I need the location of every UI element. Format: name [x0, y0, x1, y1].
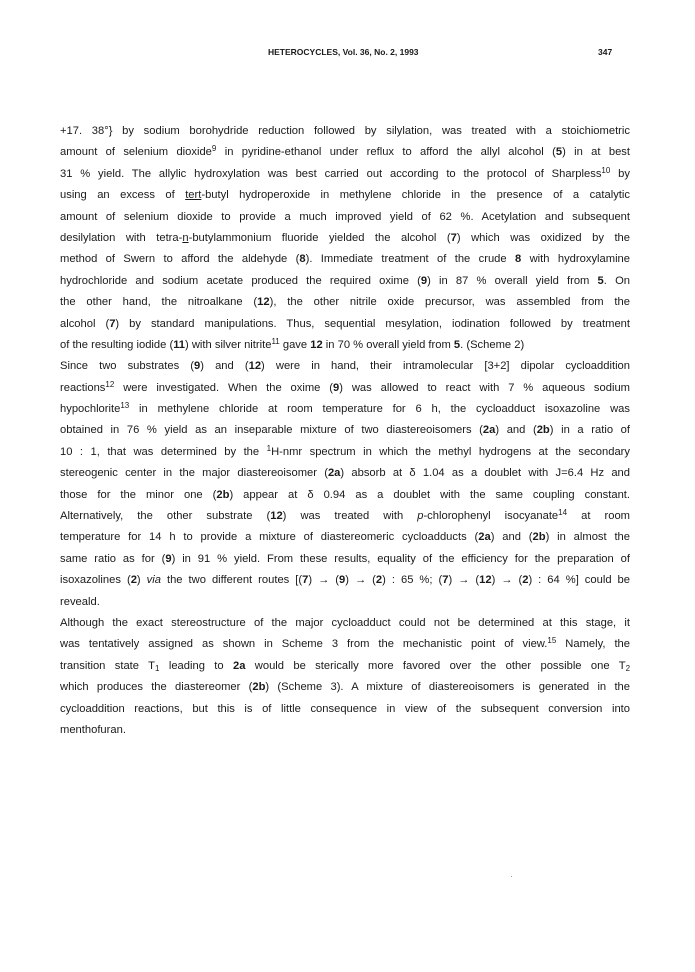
text-run: ) → ( [448, 574, 480, 587]
text-run: ) was allowed to react with 7 % aqueous sodium [339, 381, 630, 394]
reference-superscript: 14 [558, 508, 568, 518]
subscript: 2 [625, 663, 631, 673]
compound-number: 8 [299, 253, 306, 266]
text-line [60, 399, 630, 420]
text-run: by [610, 167, 630, 180]
text-line [60, 292, 630, 313]
reference-superscript: 13 [120, 401, 130, 411]
text-run: 31 % yield. The allylic hydroxylation was best carried out according to the protocol of Sharpless [60, 167, 602, 180]
compound-number: 2b [532, 531, 546, 544]
text-run: obtained in 76 % yield as an inseparable mixture of two diastereoisomers ( [60, 424, 483, 437]
text-line [60, 142, 630, 163]
compound-number: 12 [257, 296, 270, 309]
text-run: those for the minor one ( [60, 488, 217, 501]
text-run: +17. 38°} by sodium borohydride reduction followed by silylation, was treated with a stoichiometric [60, 125, 630, 137]
reference-superscript: 9 [211, 144, 217, 154]
text-run: H-nmr spectrum in which the methyl hydrogens at the secondary [271, 445, 630, 458]
isotope-superscript: 1 [266, 443, 272, 453]
text-line [60, 249, 630, 270]
text-line [60, 121, 630, 142]
text-line [60, 527, 630, 548]
text-run: Namely, the [556, 638, 630, 651]
compound-number: 7 [302, 574, 309, 587]
text-run: reveald. [60, 595, 100, 608]
compound-number: 12 [479, 574, 492, 587]
paragraph-1 [60, 121, 630, 356]
compound-number: 9 [165, 552, 172, 565]
compound-number: 2a [232, 659, 246, 672]
subscript: 1 [155, 663, 160, 673]
text-run: using an excess of [60, 189, 186, 202]
text-run: . (Scheme 2) [460, 338, 525, 351]
compound-number: 11 [173, 338, 186, 351]
text-run: ) and ( [490, 531, 533, 544]
text-line [60, 720, 630, 741]
text-run: temperature for 14 h to provide a mixture of diastereomeric cycloadducts ( [60, 531, 479, 544]
text-run: alcohol ( [60, 317, 110, 330]
text-line [60, 314, 630, 335]
paragraph-2 [60, 356, 630, 613]
text-run: ) → ( [491, 574, 523, 587]
text-run: the two different routes [( [160, 574, 303, 587]
text-run: ) and ( [495, 424, 537, 437]
text-run: . On [603, 274, 630, 287]
text-run: of the resulting iodide ( [60, 338, 174, 351]
text-line [60, 656, 630, 677]
compound-number: 2b [536, 424, 550, 437]
text-run: ) were in hand, their intramolecular [3+2] dipolar cycloaddition [261, 360, 630, 373]
text-run: ) and ( [200, 360, 249, 373]
compound-number: 12 [248, 360, 262, 373]
text-run: ) : 65 %; ( [382, 574, 443, 587]
compound-number: 2a [327, 467, 341, 480]
text-run: same ratio as for ( [60, 552, 166, 565]
text-run: Although the exact stereostructure of the major cycloadduct could not be determined at this stage, it [60, 616, 630, 629]
text-run: gave [279, 338, 311, 351]
text-run: ) → ( [308, 574, 339, 587]
text-run: ) was treated with [282, 510, 418, 523]
italic-prefix: p [417, 510, 424, 523]
text-run: hypochlorite [60, 403, 121, 416]
text-run: at room [567, 510, 630, 523]
journal-citation: HETEROCYCLES, Vol. 36, No. 2, 1993 [268, 47, 419, 57]
reference-superscript: 15 [547, 636, 557, 646]
text-line [60, 420, 630, 441]
italic-word: via [146, 574, 161, 587]
text-run: ) : 64 %] could be [528, 574, 631, 587]
text-run: ) which was oxidized by the [456, 231, 630, 244]
text-run: cycloaddition reactions, but this is of little consequence in view of the subsequent conversion into [60, 702, 630, 715]
text-run: in pyridine-ethanol under reflux to afford the allyl alcohol ( [216, 146, 556, 159]
text-line [60, 335, 630, 356]
text-run: transition state T [60, 659, 156, 672]
compound-number: 9 [194, 360, 201, 373]
underlined-prefix: tert [185, 189, 202, 202]
compound-number: 5 [597, 274, 604, 287]
text-line [60, 442, 630, 463]
text-run: stereogenic center in the major diastereoisomer ( [60, 467, 328, 480]
text-run: reactions [60, 381, 106, 394]
underlined-prefix: n [182, 231, 189, 244]
compound-number: 8 [515, 253, 522, 266]
text-line [60, 699, 630, 720]
compound-number: 9 [420, 274, 428, 287]
text-run: with hydroxylamine [521, 253, 630, 266]
text-run: amount of selenium dioxide to provide a much improved yield of 62 %. Acetylation and subsequent [60, 210, 630, 223]
text-run: hydrochloride and sodium acetate produced the required oxime ( [60, 274, 421, 287]
compound-number: 7 [442, 574, 449, 587]
text-run: leading to [159, 659, 233, 672]
text-run: ) in almost the [545, 531, 631, 544]
compound-number: 2a [482, 424, 496, 437]
text-run: ) → ( [345, 574, 376, 587]
text-line [60, 570, 630, 591]
compound-number: 5 [555, 146, 563, 159]
text-run: ). Immediate treatment of the crude [305, 253, 515, 266]
running-header [0, 47, 695, 61]
text-line [60, 613, 630, 634]
compound-number: 2 [375, 574, 383, 587]
compound-number: 2 [522, 574, 529, 587]
compound-number: 9 [339, 574, 346, 587]
paragraph-3 [60, 613, 630, 741]
scan-speck [511, 876, 512, 877]
text-run: ) in 87 % overall yield from [427, 274, 598, 287]
compound-number: 2b [216, 488, 230, 501]
text-line [60, 185, 630, 206]
text-run: amount of selenium dioxide [60, 146, 212, 159]
text-run: ) appear at δ 0.94 as a doublet with the same coupling constant. [229, 488, 631, 501]
text-run: were investigated. When the oxime ( [114, 381, 334, 394]
text-run: ) in a ratio of [549, 424, 630, 437]
text-run: ) absorb at δ 1.04 as a doublet with J=6.4 Hz and [340, 467, 631, 480]
text-line [60, 463, 630, 484]
reference-superscript: 10 [601, 165, 611, 175]
text-run: 10 : 1, that was determined by the [60, 445, 267, 458]
compound-number: 7 [109, 317, 116, 330]
text-line [60, 378, 630, 399]
text-run: ) in 91 % yield. From these results, equality of the efficiency for the preparation of [171, 552, 630, 565]
text-run: ) (Scheme 3). A mixture of diastereoisomers is generated in the [265, 681, 630, 694]
text-run: isoxazolines ( [60, 574, 131, 587]
text-line [60, 207, 630, 228]
text-run: menthofuran. [60, 723, 126, 736]
text-run: the other hand, the nitroalkane ( [60, 296, 258, 309]
text-line [60, 228, 630, 249]
text-run: Since two substrates ( [60, 360, 195, 373]
compound-number: 2a [478, 531, 491, 544]
text-line [60, 506, 630, 527]
text-run: -butylammonium fluoride yielded the alcohol ( [188, 231, 451, 244]
reference-superscript: 12 [105, 379, 115, 389]
text-run: ) by standard manipulations. Thus, sequential mesylation, iodination followed by treatment [115, 317, 630, 330]
text-run: ) in at best [562, 146, 631, 159]
text-line [60, 164, 630, 185]
text-run: desilylation with tetra- [60, 231, 183, 244]
compound-number: 12 [310, 338, 323, 351]
text-run: ) [136, 574, 147, 587]
text-run: was tentatively assigned as shown in Scheme 3 from the mechanistic point of view. [60, 638, 548, 651]
reference-superscript: 11 [271, 336, 280, 346]
text-line [60, 634, 630, 655]
text-line [60, 677, 630, 698]
text-run: Alternatively, the other substrate ( [60, 510, 271, 523]
page-number: 347 [598, 47, 613, 57]
text-run: -butyl hydroperoxide in methylene chloride in the presence of a catalytic [201, 189, 630, 202]
text-line [60, 356, 630, 377]
text-run: which produces the diastereomer ( [60, 681, 253, 694]
text-run: ), the other nitrile oxide precursor, was assembled from the [269, 296, 630, 309]
text-line [60, 592, 630, 613]
text-run: ) with silver nitrite [185, 338, 272, 351]
text-line [60, 485, 630, 506]
compound-number: 2b [252, 681, 266, 694]
compound-number: 2 [130, 574, 137, 587]
text-line [60, 271, 630, 292]
compound-number: 7 [450, 231, 457, 244]
text-run: method of Swern to afford the aldehyde ( [60, 253, 300, 266]
text-run: -chlorophenyl isocyanate [423, 510, 559, 523]
compound-number: 5 [453, 338, 461, 351]
text-run: in methylene chloride at room temperature for 6 h, the cycloadduct isoxazoline was [129, 403, 630, 416]
text-run: in 70 % overall yield from [322, 338, 454, 351]
compound-number: 9 [333, 381, 340, 394]
text-run: would be sterically more favored over the other possible one T [245, 659, 626, 672]
article-body [60, 121, 630, 741]
text-line [60, 549, 630, 570]
compound-number: 12 [270, 510, 283, 523]
